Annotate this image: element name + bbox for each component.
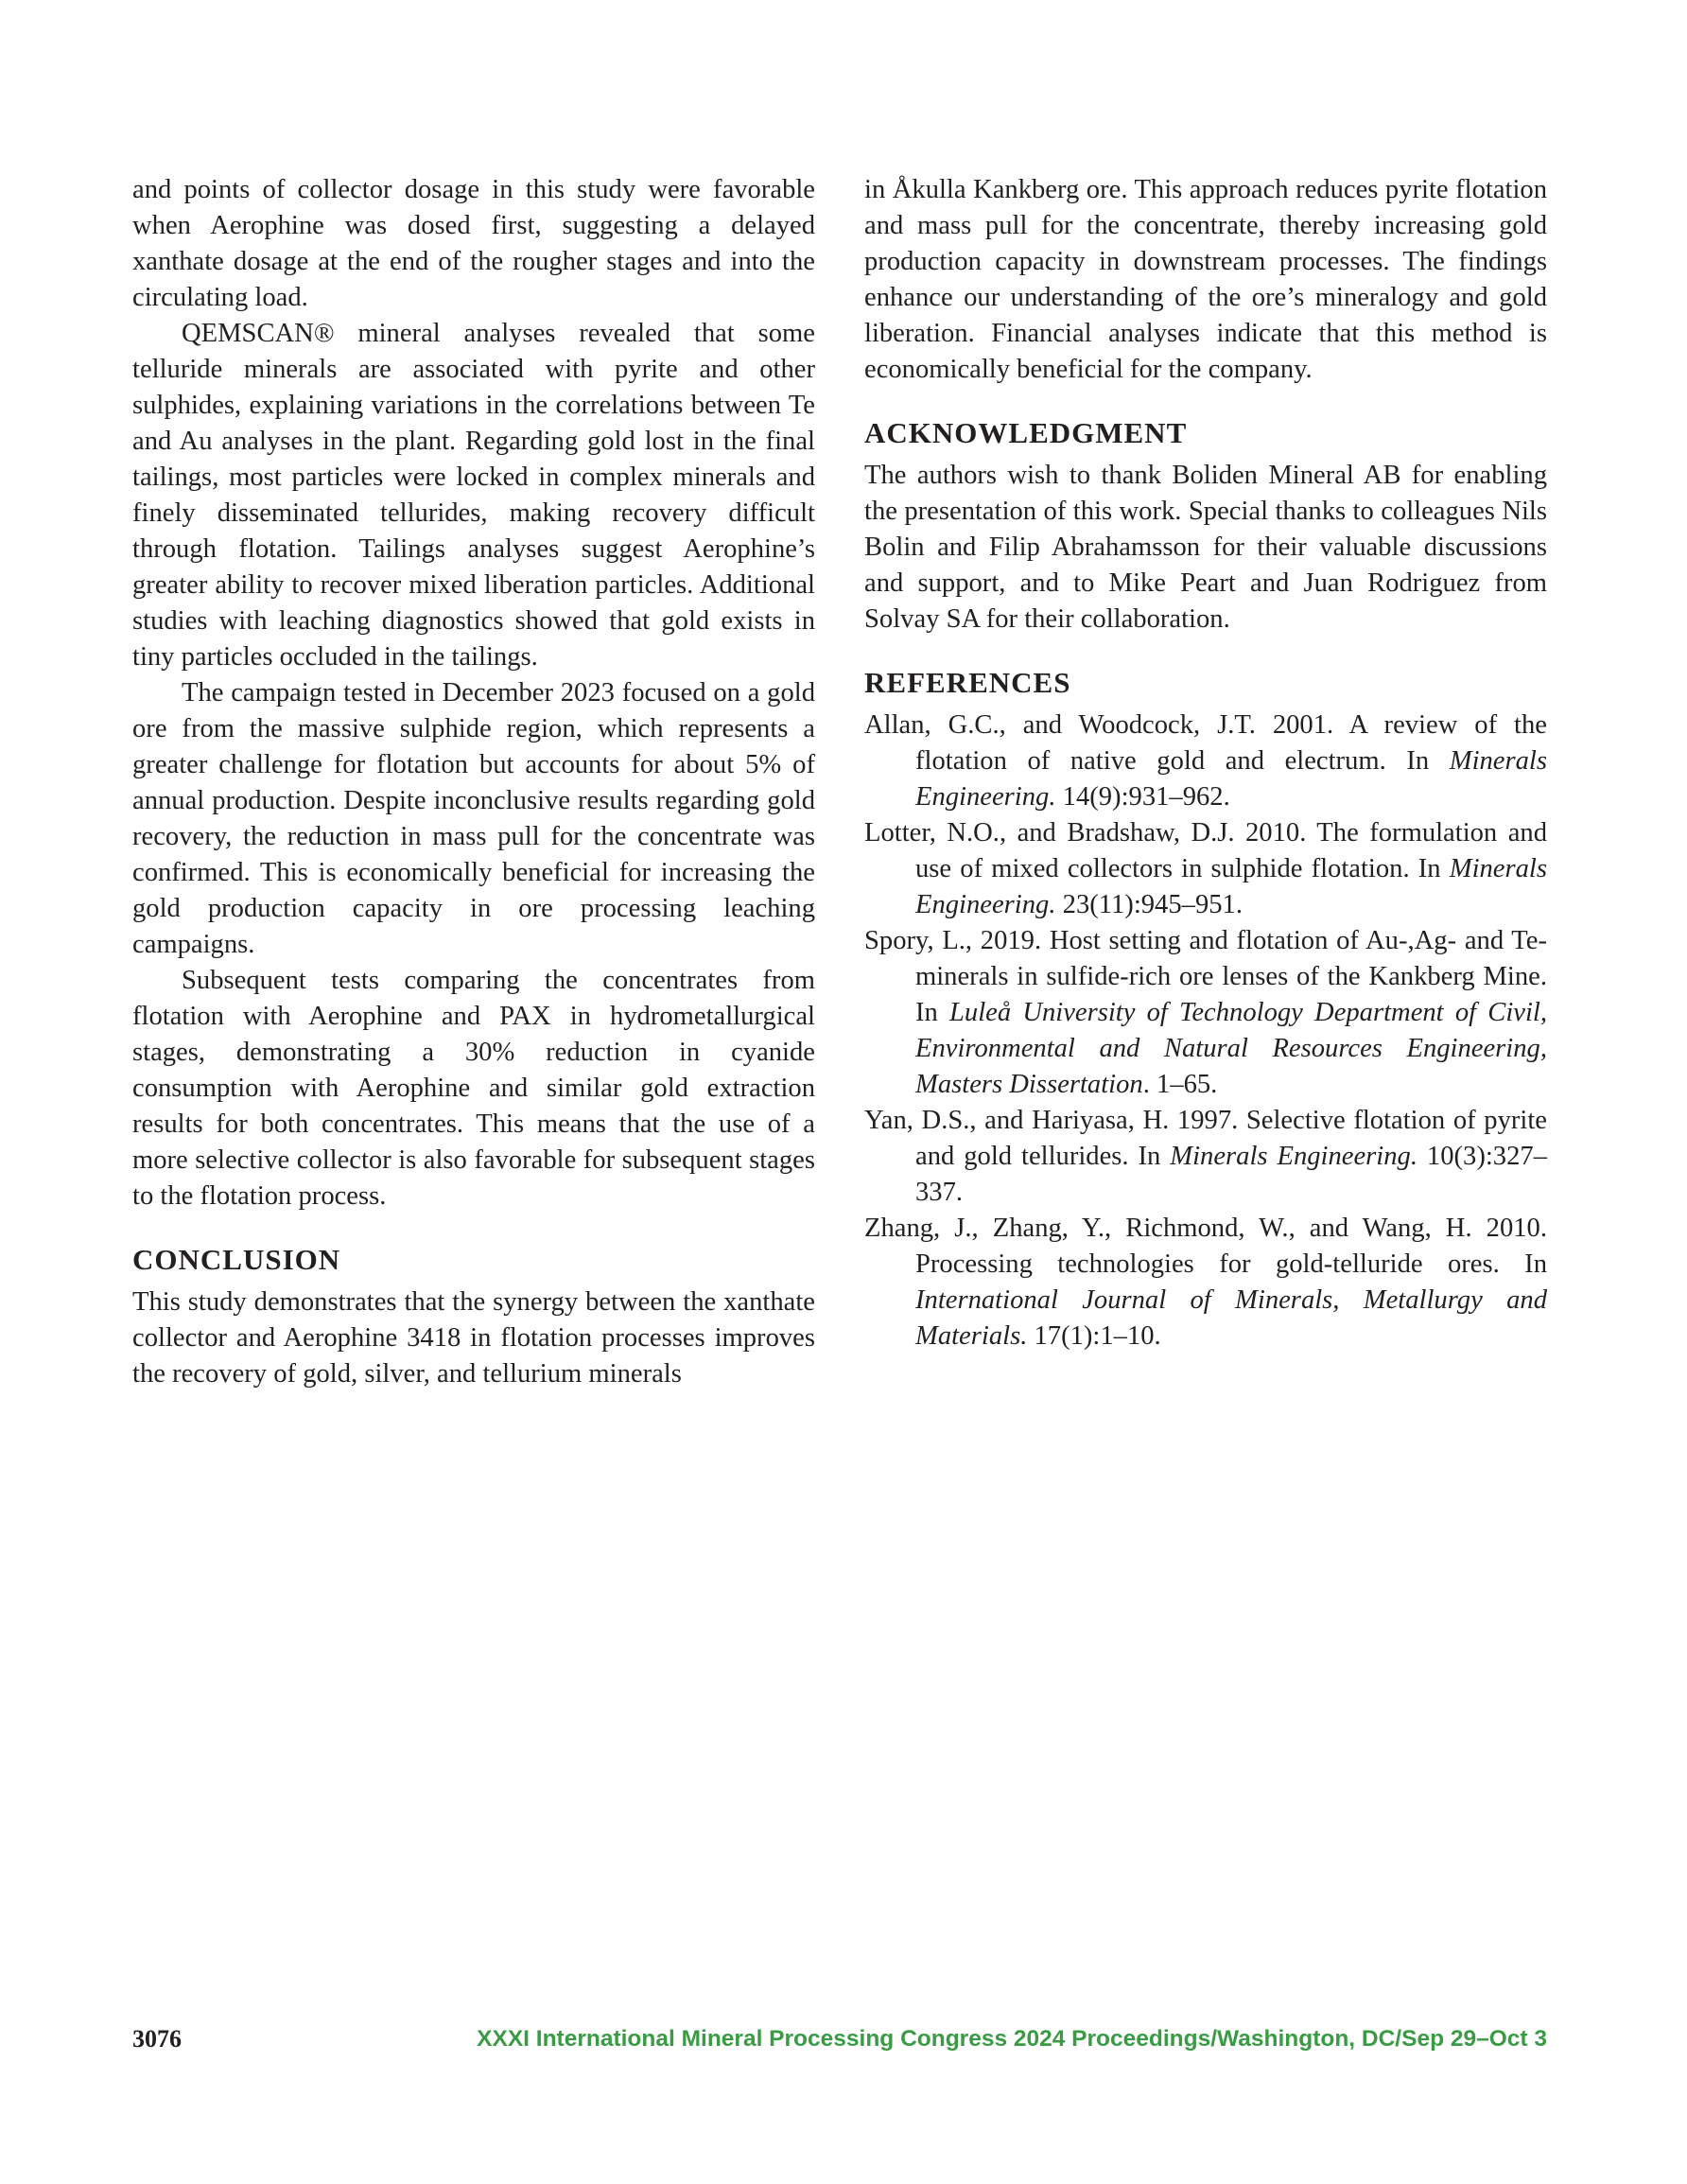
reference-authors: Spory, L., 2019. Host setting and flotation of Au-,Ag- and Te-minerals in sulfide-rich ore lenses of the Kankberg Mine. In <box>864 926 1547 1027</box>
body-paragraph: and points of collector dosage in this study were favorable when Aerophine was dosed first, suggesting a delayed xanthate dosage at the end of the rougher stages and into the circulating load. <box>132 175 815 312</box>
right-column <box>864 172 1547 1354</box>
reference-item <box>864 815 1547 923</box>
body-paragraph: in Åkulla Kankberg ore. This approach reduces pyrite flotation and mass pull for the concentrate, thereby increasing gold production capacity in downstream processes. The findings enhance our understanding of the ore’s mineralogy and gold liberation. Financial analyses indicate that this method is economically beneficial for the company. <box>864 175 1547 384</box>
conclusion-heading: CONCLUSION <box>132 1243 341 1276</box>
reference-tail: 23(11):945–951. <box>1055 890 1243 919</box>
reference-authors: Yan, D.S., and Hariyasa, H. 1997. Selective flotation of pyrite and gold tellurides. In <box>864 1106 1547 1171</box>
conclusion-paragraph: This study demonstrates that the synergy between the xanthate collector and Aerophine 3418 in flotation processes improves the recovery of gold, silver, and tellurium minerals <box>132 1287 815 1389</box>
reference-item <box>864 1211 1547 1354</box>
reference-authors: Lotter, N.O., and Bradshaw, D.J. 2010. The formulation and use of mixed collectors in sulphide flotation. In <box>864 818 1547 883</box>
page-number: 3076 <box>132 2025 182 2053</box>
reference-item <box>864 708 1547 815</box>
body-paragraph: Subsequent tests comparing the concentrates from flotation with Aerophine and PAX in hydrometallurgical stages, demonstrating a 30% reduction in cyanide consumption with Aerophine and similar gold extraction results for both concentrates. This means that the use of a more selective collector is also favorable for subsequent stages to the flotation process. <box>132 966 815 1211</box>
reference-source: International Journal of Minerals, Metallurgy and Materials. <box>915 1285 1547 1351</box>
body-paragraph: QEMSCAN® mineral analyses revealed that some telluride minerals are associated with pyrite and other sulphides, explaining variations in the correlations between Te and Au analyses in the plant. Regarding gold lost in the final tailings, most particles were locked in complex minerals and finely disseminated tellurides, making recovery difficult through flotation. Tailings analyses suggest Aerophine’s greater ability to recover mixed liberation particles. Additional studies with leaching diagnostics showed that gold exists in tiny particles occluded in the tailings. <box>132 319 815 672</box>
acknowledgment-heading: ACKNOWLEDGMENT <box>864 416 1188 449</box>
body-paragraph: The campaign tested in December 2023 focused on a gold ore from the massive sulphide region, which represents a greater challenge for flotation but accounts for about 5% of annual production. Despite inconclusive results regarding gold recovery, the reduction in mass pull for the concentrate was confirmed. This is economically beneficial for increasing the gold production capacity in ore processing leaching campaigns. <box>132 678 815 959</box>
reference-item <box>864 1103 1547 1211</box>
reference-source: Luleå University of Technology Department of Civil, Environmental and Natural Resources Engineering, Masters Dissertation <box>915 998 1547 1099</box>
reference-item <box>864 923 1547 1103</box>
acknowledgment-paragraph: The authors wish to thank Boliden Mineral AB for enabling the presentation of this work. Special thanks to colleagues Nils Bolin and Filip Abrahamsson for their valuable discussions and support, and to Mike Peart and Juan Rodriguez from Solvay SA for their collaboration. <box>864 461 1547 634</box>
reference-list <box>864 708 1547 1354</box>
reference-tail: 17(1):1–10. <box>1027 1321 1161 1351</box>
reference-source: Minerals Engineering. <box>1170 1142 1417 1171</box>
running-footer-title: XXXI International Mineral Processing Congress 2024 Proceedings/Washington, DC/Sep 29–Oct 3 <box>477 2026 1547 2052</box>
reference-tail: 10(3):327–337. <box>915 1142 1547 1207</box>
reference-tail: 14(9):931–962. <box>1055 782 1230 812</box>
reference-authors: Zhang, J., Zhang, Y., Richmond, W., and Wang, H. 2010. Processing technologies for gold-telluride ores. In <box>864 1214 1547 1279</box>
left-column <box>132 172 815 1392</box>
reference-source: Minerals Engineering. <box>915 746 1547 812</box>
references-heading: REFERENCES <box>864 666 1071 699</box>
reference-authors: Allan, G.C., and Woodcock, J.T. 2001. A review of the flotation of native gold and electrum. In <box>864 710 1547 776</box>
reference-tail: . 1–65. <box>1142 1070 1218 1099</box>
reference-source: Minerals Engineering. <box>915 854 1547 919</box>
